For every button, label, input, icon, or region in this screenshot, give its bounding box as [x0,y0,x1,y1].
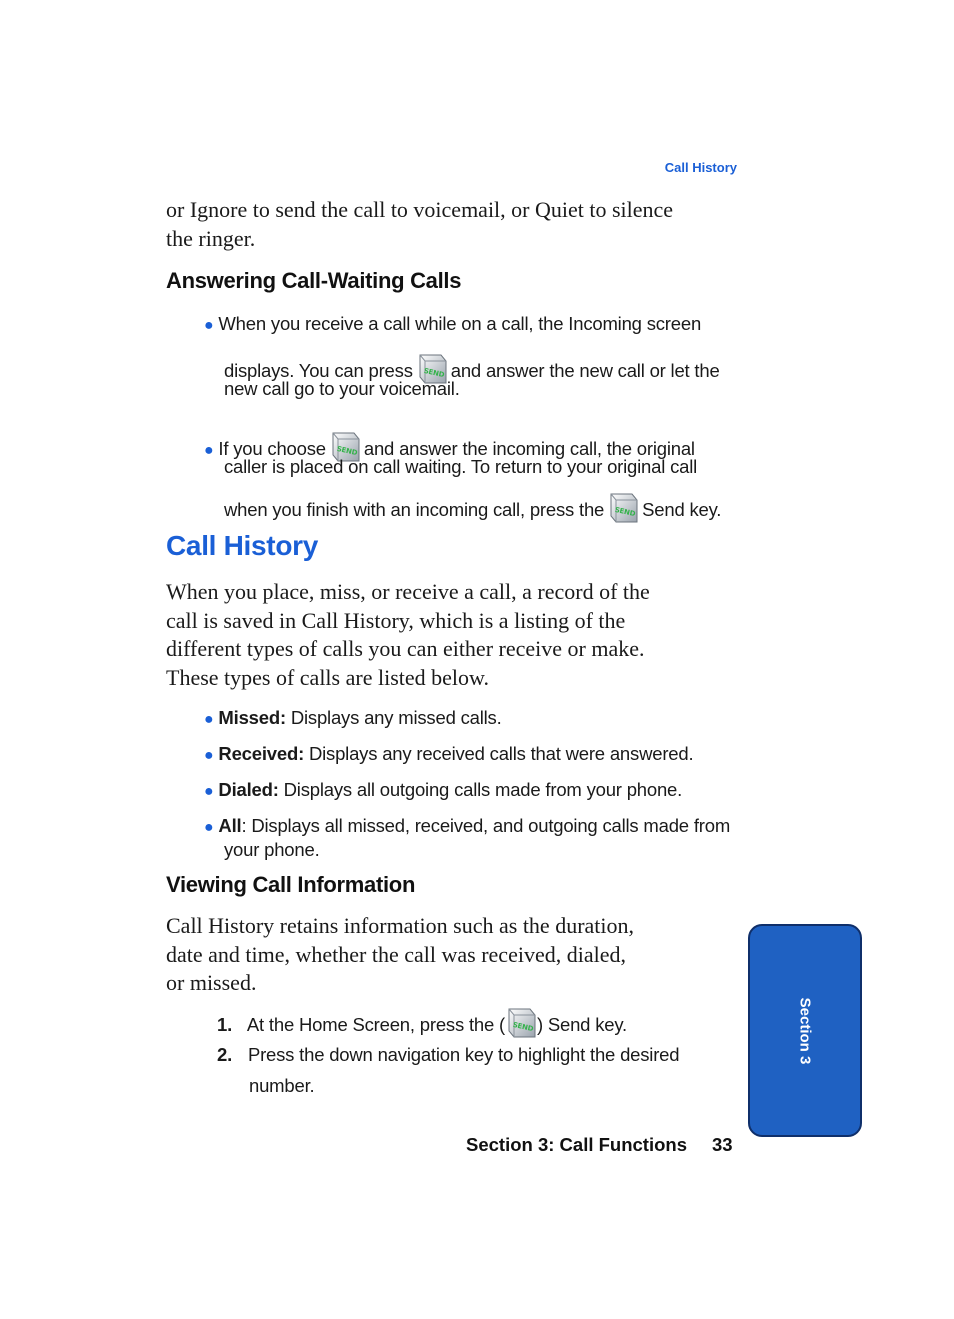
call-history-paragraph [166,578,650,692]
bullet-line: caller is placed on call waiting. To return to your original call [224,456,698,477]
paragraph-line: call is saved in Call History, which is a listing of the [166,607,626,633]
step-number: 1. [217,1014,233,1035]
bullet-icon: ● [204,819,214,836]
step-text: Press the down navigation key to highlight the desired [247,1044,680,1065]
item-label: All [218,815,242,836]
heading-call-history: Call History [166,530,318,561]
list-item [204,778,682,804]
list-item [204,706,502,732]
footer-section-title: Section 3: Call Functions [466,1134,687,1155]
heading-viewing-call-information: Viewing Call Information [166,872,416,897]
bullet-icon: ● [204,442,214,459]
item-label: Missed: [218,707,286,728]
svg-text:SEND: SEND [614,505,637,519]
intro-line: the ringer. [166,225,256,251]
page-number: 33 [712,1134,733,1155]
list-item-continuation: your phone. [224,839,320,860]
paragraph-line: These types of calls are listed below. [166,664,489,690]
send-key-icon [506,1007,536,1039]
viewing-paragraph [166,912,634,998]
paragraph-line: Call History retains information such as the duration, [166,913,635,938]
section-tab [748,924,862,1137]
item-label: Dialed: [218,779,279,800]
svg-text:SEND: SEND [512,1020,534,1034]
section-tab-label: Section 3 [796,997,814,1064]
svg-text:SEND: SEND [422,366,445,380]
bullet-text: when you finish with an incoming call, press the [224,499,605,520]
bullet-line: new call go to your voicemail. [224,378,460,399]
bullet-text: If you choose [218,438,326,459]
paragraph-line: When you place, miss, or receive a call, a record of the [166,579,650,604]
step-text: At the Home Screen, press the ( [246,1014,505,1035]
item-text: : Displays all missed, received, and outgoing calls made from [241,815,731,836]
bullet-icon: ● [204,747,214,764]
list-item [204,742,693,768]
bullet-text: and answer the new call or let the [450,360,720,381]
step-2 [217,1043,679,1067]
bullet-text: displays. You can press [224,360,413,381]
bullet-icon: ● [204,783,214,800]
bullet-text: and answer the incoming call, the original [363,438,695,459]
intro-paragraph [166,196,673,253]
step-1 [217,1007,627,1039]
item-label: Received: [218,743,305,764]
running-header: Call History [664,160,737,175]
heading-answering-call-waiting: Answering Call-Waiting Calls [166,268,462,293]
paragraph-line: different types of calls you can either receive or make. [166,636,645,661]
bullet-line [224,492,721,524]
paragraph-line: or missed. [166,970,257,995]
paragraph-line: date and time, whether the call was received, dialed, [166,941,626,967]
send-key-icon [608,492,638,524]
item-text: Displays any missed calls. [285,707,502,728]
item-text: Displays all outgoing calls made from your phone. [278,779,683,800]
bullet-icon: ● [204,317,214,334]
item-text: Displays any received calls that were answered. [304,743,694,764]
list-item [204,814,730,840]
bullet-icon: ● [204,711,214,728]
step-2-continuation: number. [249,1075,315,1096]
intro-line: or Ignore to send the call to voicemail, or Quiet to silence [166,197,674,222]
step-text: ) Send key. [536,1014,627,1035]
svg-text:SEND: SEND [335,444,358,458]
bullet-text: Send key. [642,499,722,520]
bullet-item [204,312,701,338]
bullet-text: When you receive a call while on a call, the Incoming screen [218,313,702,334]
step-number: 2. [217,1044,233,1065]
